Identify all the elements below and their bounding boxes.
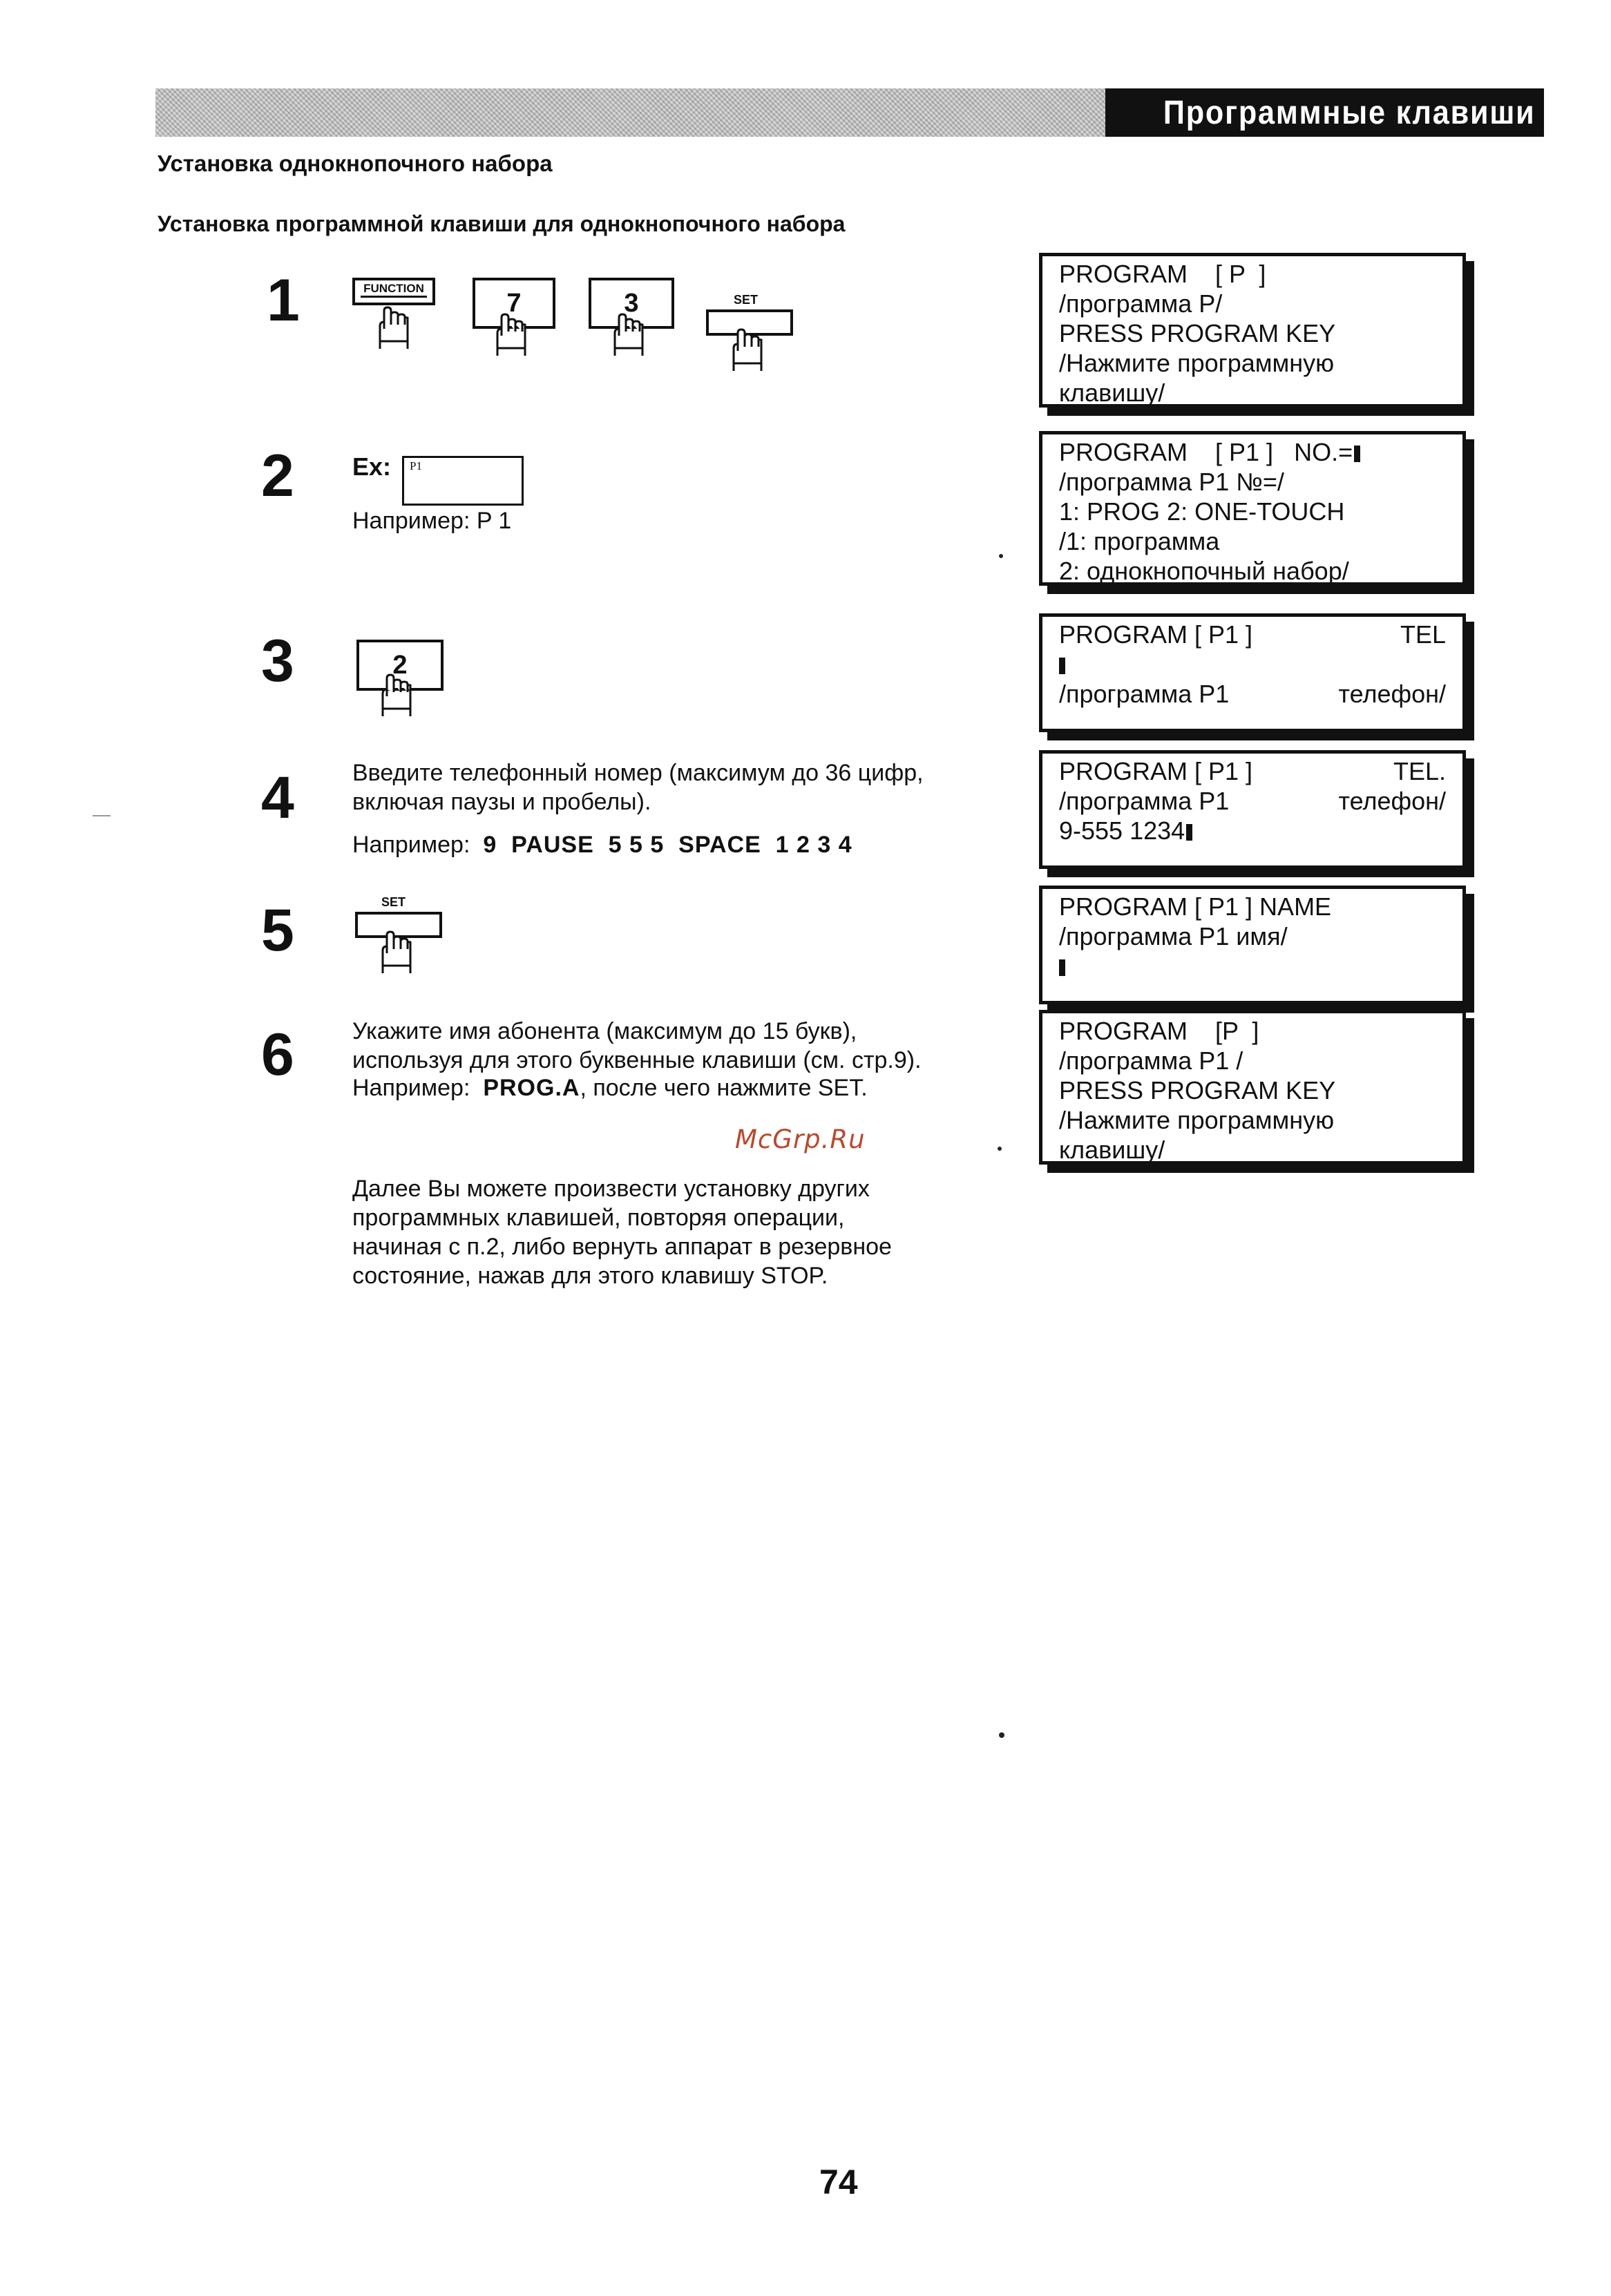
lcd-6-line-1: PROGRAM [P ] [1059,1017,1259,1045]
p1-key-diagram [402,456,524,506]
lcd-display-1 [1039,253,1466,408]
lcd-4-line-3 [1059,816,1462,845]
step-6-text-line-2: используя для этого буквенные клавиши (см. стр.9). [352,1047,922,1073]
step-6-number: 6 [261,1022,294,1088]
lcd-5-line-1: PROGRAM [ P1 ] NAME [1059,892,1332,921]
lcd-6-line-5: клавишу/ [1059,1136,1165,1164]
hand-press-icon [379,673,417,717]
lcd-2-line-3: 1: PROG 2: ONE-TOUCH [1059,497,1345,526]
header-title-box [1105,88,1544,137]
lcd-display-4 [1039,750,1466,869]
lcd-2-line-1 [1059,437,1462,467]
scan-speck [998,1147,1002,1151]
cursor-block-icon [1059,959,1065,976]
step-5-number: 5 [261,897,294,964]
header-band [155,88,1544,137]
step-3-number: 3 [261,628,294,694]
lcd-3-line-1-right: TEL [1400,620,1446,649]
lcd-2-line-5: 2: однокнопочный набор/ [1059,557,1349,585]
lcd-2-line-4: /1: программа [1059,527,1220,555]
hand-press-icon [730,327,768,372]
step-6-example-value: PROG.A [483,1075,580,1101]
lcd-2-line-2: /программа P1 №=/ [1059,468,1284,496]
scan-speck [999,554,1003,558]
lcd-display-5 [1039,886,1466,1004]
lcd-4-line-2-right: телефон/ [1338,787,1446,815]
watermark: McGrp.Ru [735,1125,866,1154]
lcd-2-line-1-text: PROGRAM [ P1 ] NO.= [1059,438,1353,466]
page-number: 74 [819,2163,858,2201]
step-1-number: 1 [267,267,300,334]
lcd-display-6 [1039,1010,1466,1165]
cursor-block-icon [1354,446,1360,462]
hand-press-icon [493,312,532,356]
lcd-4-line-1-left: PROGRAM [ P1 ] [1059,757,1253,785]
p1-key-label: P1 [410,459,422,472]
cursor-block-icon [1059,658,1065,674]
step-4-example [352,832,852,859]
function-key-label: FUNCTION [361,282,427,298]
hand-press-icon [379,930,417,974]
cursor-block-icon [1186,824,1192,841]
step-2-number: 2 [261,443,294,509]
lcd-6-line-2: /программа P1 / [1059,1046,1243,1075]
lcd-6-line-3: PRESS PROGRAM KEY [1059,1076,1336,1104]
lcd-3-line-3-left: /программа P1 [1059,680,1230,708]
lcd-4-line-1-right: TEL. [1393,757,1446,785]
step-4-example-prefix: Например: [352,832,470,858]
scan-speck [93,815,111,816]
step-4-text-line-2: включая паузы и пробелы). [352,789,651,815]
lcd-5-line-2: /программа P1 имя/ [1059,922,1288,950]
section-title: Установка однокнопочного набора [158,151,553,176]
key-3-label: 3 [624,288,639,318]
note-line-3: начиная с п.2, либо вернуть аппарат в резервное [352,1234,892,1260]
lcd-display-3 [1039,613,1466,732]
scan-speck [999,1732,1004,1738]
step-4-text-line-1: Введите телефонный номер (максимум до 36 цифр, [352,760,924,786]
step-4-number: 4 [261,765,294,831]
lcd-5-line-3 [1059,951,1462,981]
lcd-3-line-3-right: телефон/ [1338,680,1446,708]
step-6-example [352,1075,868,1102]
lcd-display-2 [1039,431,1466,586]
key-7-label: 7 [506,288,522,318]
key-2-label: 2 [392,650,408,680]
note-line-1: Далее Вы можете произвести установку других [352,1176,870,1202]
hand-press-icon [376,305,414,350]
note-line-2: программных клавишей, повторяя операции, [352,1205,845,1231]
lcd-3-line-1 [1059,620,1462,649]
lcd-3-line-2 [1059,649,1462,679]
subsection-title: Установка программной клавиши для однокнопочного набора [158,211,846,236]
step-6-text-line-1: Укажите имя абонента (максимум до 15 букв), [352,1018,857,1044]
note-line-4: состояние, нажав для этого клавишу STOP. [352,1263,828,1289]
lcd-1-line-4: /Нажмите программную [1059,349,1335,377]
lcd-4-line-1 [1059,756,1462,786]
set-key-label: SET [381,895,406,909]
lcd-1-line-2: /программа P/ [1059,289,1223,318]
step-6-example-prefix: Например: [352,1075,470,1101]
lcd-1-line-5: клавишу/ [1059,379,1165,407]
lcd-4-line-3-text: 9-555 1234 [1059,816,1185,845]
step-4-example-value: 9 PAUSE 5 5 5 SPACE 1 2 3 4 [483,832,852,858]
lcd-3-line-1-left: PROGRAM [ P1 ] [1059,620,1253,649]
lcd-1-line-1: PROGRAM [ P ] [1059,260,1266,288]
hand-press-icon [611,312,649,356]
set-key-label: SET [734,293,759,307]
ex-label: Ex: [352,452,392,481]
lcd-4-line-2-left: /программа P1 [1059,787,1230,815]
lcd-3-line-3 [1059,679,1462,709]
step-2-caption: Например: P 1 [352,508,512,534]
lcd-1-line-3: PRESS PROGRAM KEY [1059,319,1336,347]
lcd-4-line-2 [1059,786,1462,816]
lcd-6-line-4: /Нажмите программную [1059,1106,1335,1134]
step-6-example-suffix: , после чего нажмите SET. [580,1075,868,1101]
header-title: Программные клавиши [1163,94,1536,131]
